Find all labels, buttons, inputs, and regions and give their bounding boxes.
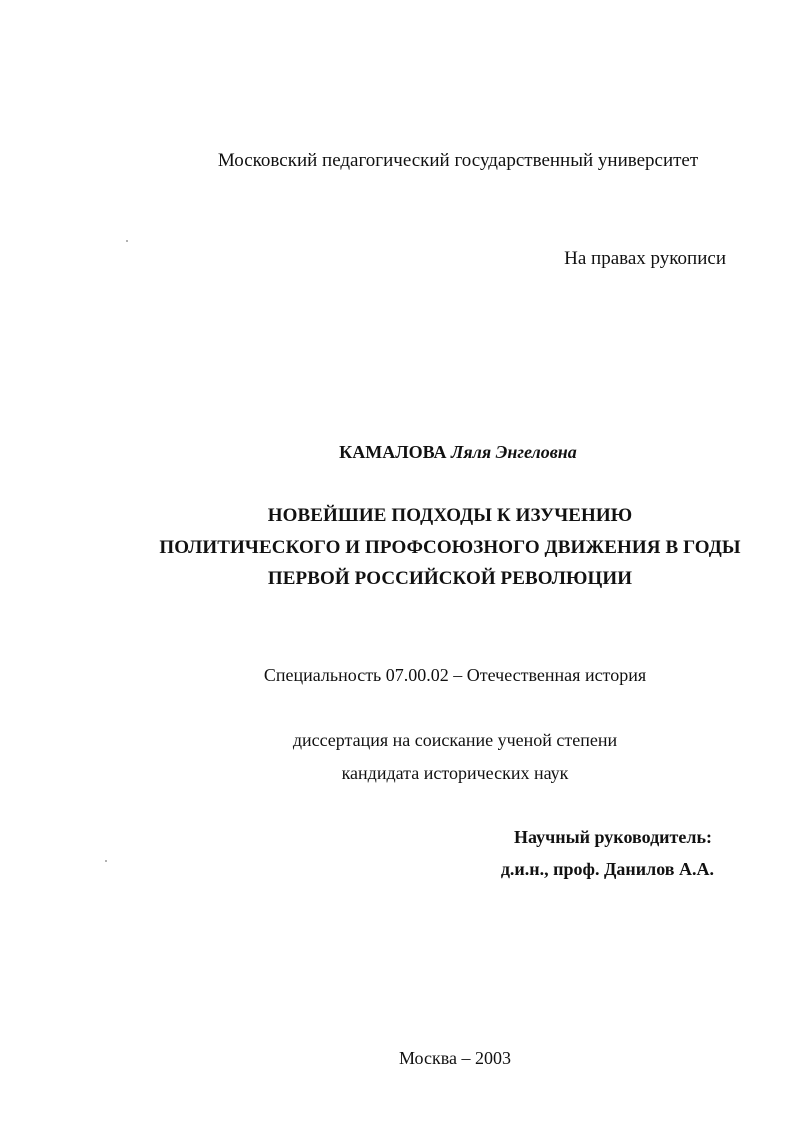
supervisor-name: д.и.н., проф. Данилов А.А. bbox=[500, 859, 714, 879]
scan-speck bbox=[126, 240, 128, 242]
dissertation-title-line-1: НОВЕЙШИЕ ПОДХОДЫ К ИЗУЧЕНИЮ bbox=[267, 505, 633, 526]
specialty-line: Специальность 07.00.02 – Отечественная история bbox=[263, 665, 647, 685]
author-given-names: Ляля Энгеловна bbox=[451, 442, 577, 462]
place-and-year: Москва – 2003 bbox=[399, 1048, 511, 1068]
author-name bbox=[150, 441, 766, 463]
supervisor-label: Научный руководитель: bbox=[514, 827, 712, 847]
degree-line-2: кандидата исторических наук bbox=[341, 763, 569, 783]
manuscript-rights-note: На правах рукописи bbox=[564, 248, 726, 269]
institution-name: Московский педагогический государственный университет bbox=[217, 150, 699, 171]
author-surname: КАМАЛОВА bbox=[339, 442, 447, 462]
scan-speck bbox=[105, 860, 107, 862]
dissertation-title-line-3: ПЕРВОЙ РОССИЙСКОЙ РЕВОЛЮЦИИ bbox=[267, 568, 633, 589]
degree-line-1: диссертация на соискание ученой степени bbox=[292, 730, 618, 750]
dissertation-title-line-2: ПОЛИТИЧЕСКОГО И ПРОФСОЮЗНОГО ДВИЖЕНИЯ В ГОДЫ bbox=[159, 537, 741, 558]
